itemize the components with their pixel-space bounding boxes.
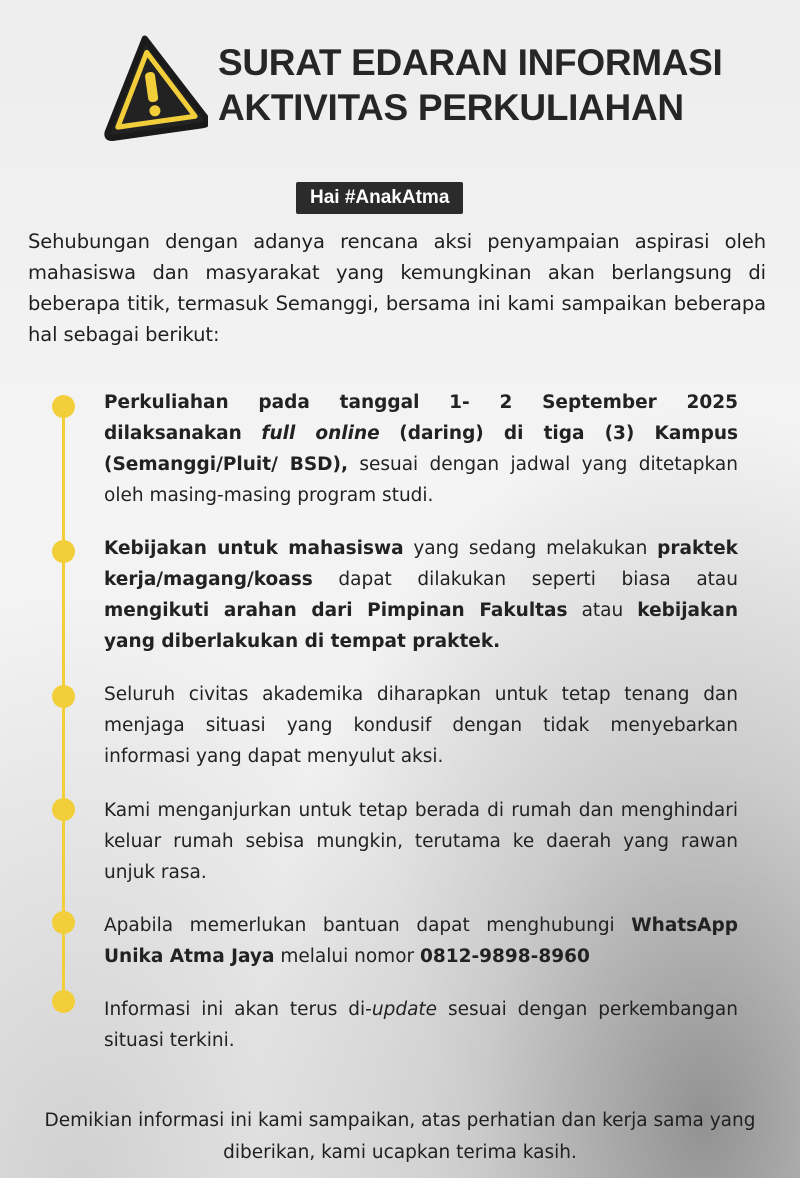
whatsapp-label: WhatsApp Unika Atma Jaya bbox=[104, 915, 738, 967]
intro-paragraph: Sehubungan dengan adanya rencana aksi penyampaian aspirasi oleh mahasiswa dan masyarakat yang kemungkinan akan berlangsung di beberapa titik, termasuk Semanggi, bersama ini kami sampaikan beberapa hal sebagai berikut: bbox=[28, 230, 766, 346]
page-title bbox=[218, 40, 723, 130]
item-text: atau bbox=[581, 600, 624, 621]
list-item bbox=[104, 795, 738, 888]
item-text-bold: mengikuti arahan dari Pimpinan Fakultas bbox=[104, 600, 568, 621]
item-text: melalui nomor bbox=[280, 946, 415, 967]
list-item bbox=[104, 679, 738, 772]
item-text: yang sedang melakukan bbox=[413, 538, 648, 559]
item-text-bold: Perkuliahan pada tanggal 1- 2 September 2025 dilaksanakan bbox=[104, 392, 738, 444]
item-text: dapat dilakukan seperti biasa atau bbox=[338, 569, 738, 590]
item-text-bold: praktek kerja/magang/koass bbox=[104, 538, 738, 590]
greeting-badge: Hai #AnakAtma bbox=[296, 182, 463, 214]
timeline-dot bbox=[52, 540, 75, 563]
warning-icon bbox=[96, 30, 208, 142]
item-text: sesuai dengan jadwal yang ditetapkan oleh masing-masing program studi. bbox=[104, 454, 738, 506]
phone-number: 0812-9898-8960 bbox=[420, 946, 590, 967]
title-line-2: AKTIVITAS PERKULIAHAN bbox=[218, 87, 684, 128]
item-text: Apabila memerlukan bantuan dapat menghubungi bbox=[104, 915, 615, 936]
timeline-dot bbox=[52, 911, 75, 934]
list-item bbox=[104, 994, 738, 1056]
timeline-dot bbox=[52, 685, 75, 708]
list-item bbox=[104, 387, 738, 511]
item-text-italic: update bbox=[371, 999, 438, 1020]
item-text: Seluruh civitas akademika diharapkan untuk tetap tenang dan menjaga situasi yang kondusif dengan tidak menyebarkan informasi yang dapat menyulut aksi. bbox=[104, 684, 738, 767]
item-text-italic: full online bbox=[261, 423, 380, 444]
title-line-1: SURAT EDARAN INFORMASI bbox=[218, 42, 723, 83]
timeline-dot bbox=[52, 395, 75, 418]
item-text-bold: kebijakan yang diberlakukan di tempat praktek. bbox=[104, 600, 738, 652]
item-text: Informasi ini akan terus di- bbox=[104, 999, 372, 1020]
closing-paragraph: Demikian informasi ini kami sampaikan, atas perhatian dan kerja sama yang diberikan, kami ucapkan terima kasih. bbox=[44, 1110, 756, 1163]
timeline-dot bbox=[52, 798, 75, 821]
item-text-bold: Kebijakan untuk mahasiswa bbox=[104, 538, 404, 559]
list-item bbox=[104, 910, 738, 972]
item-text: Kami menganjurkan untuk tetap berada di rumah dan menghindari keluar rumah sebisa mungkin, terutama ke daerah yang rawan unjuk rasa. bbox=[104, 800, 738, 883]
item-text-bold: (daring) di tiga (3) Kampus (Semanggi/Pluit/ BSD), bbox=[104, 423, 739, 475]
timeline-dot bbox=[52, 990, 75, 1013]
item-text: sesuai dengan perkembangan situasi terkini. bbox=[104, 999, 738, 1051]
list-item bbox=[104, 533, 738, 657]
